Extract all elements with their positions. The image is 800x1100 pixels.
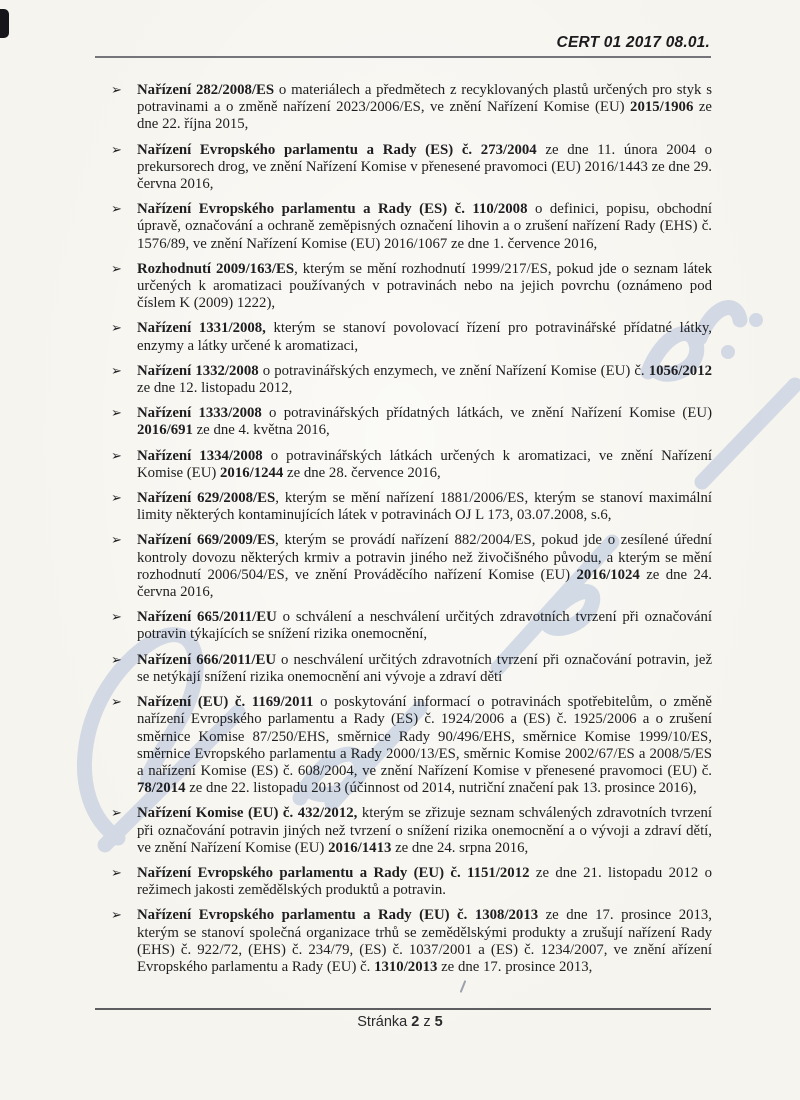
- page-number-total: 5: [434, 1014, 443, 1030]
- bullet-arrow-icon: ➢: [111, 908, 122, 924]
- item-text: Nařízení Evropského parlamentu a Rady (EU) č. 1151/2012 ze dne 21. listopadu 2012 o režimech jakosti zemědělských produktů a potravin.: [137, 864, 713, 899]
- bullet-arrow-icon: ➢: [111, 865, 122, 881]
- list-item: [95, 448, 712, 482]
- item-text: Nařízení 1333/2008 o potravinářských přídatných látkách, ve znění Nařízení Komise (EU) 2016/691 ze dne 4. května 2016,: [137, 405, 712, 439]
- list-item: [95, 907, 712, 976]
- list-item: [95, 142, 712, 194]
- item-text: Rozhodnutí 2009/163/ES, kterým se mění rozhodnutí 1999/217/ES, pokud jde o seznam látek určených k aromatizaci používaných v potravinách nebo na jejich povrchu (oznámeno pod číslem K (2009) 1222),: [137, 260, 712, 312]
- bullet-arrow-icon: ➢: [111, 806, 122, 822]
- bullet-arrow-icon: ➢: [111, 83, 122, 98]
- bullet-arrow-icon: ➢: [111, 491, 122, 507]
- page-number: [0, 1014, 800, 1030]
- bullet-arrow-icon: ➢: [111, 652, 122, 668]
- item-text: Nařízení 629/2008/ES, kterým se mění nařízení 1881/2006/ES, kterým se stanoví maximální limity některých kontaminujících látek v potravinách OJ L 173, 03.07.2008, s.6,: [137, 490, 712, 524]
- list-item: [95, 363, 712, 397]
- footer-divider: [95, 1008, 711, 1010]
- bullet-arrow-icon: ➢: [111, 406, 122, 422]
- list-item: [95, 261, 712, 313]
- regulation-list: [95, 82, 712, 984]
- item-text: Nařízení Komise (EU) č. 432/2012, kterým se zřizuje seznam schválených zdravotních tvrzení při označování potravin jiných než tvrzení o snížení rizika onemocnění a o vývoji a zdraví dětí, ve znění Nařízení Komise (EU) 2016/1413 ze dne 24. srpna 2016,: [137, 805, 713, 856]
- list-item: [95, 82, 712, 134]
- item-text: Nařízení Evropského parlamentu a Rady (ES) č. 110/2008 o definici, popisu, obchodní úpravě, označování a ochraně zeměpisných označení lihovin a o zrušení nařízení Rady (EHS) č. 1576/89, ve znění Nařízení Komise (EU) 2016/1067 ze dne 1. července 2016,: [137, 201, 712, 252]
- bullet-arrow-icon: ➢: [111, 202, 122, 218]
- item-text: Nařízení 282/2008/ES o materiálech a předmětech z recyklovaných plastů určených pro styk s potravinami a o změně nařízení 2023/2006/ES, ve znění Nařízení Komise (EU) 2015/1906 ze dne 22. října 2015,: [137, 82, 712, 133]
- list-item: [95, 805, 712, 857]
- page-number-prefix: Stránka: [357, 1014, 408, 1030]
- bullet-arrow-icon: ➢: [111, 363, 122, 379]
- page-number-of-word: z: [423, 1014, 431, 1030]
- bullet-arrow-icon: ➢: [111, 533, 122, 549]
- item-text: Nařízení 1334/2008 o potravinářských látkách určených k aromatizaci, ve znění Nařízení Komise (EU) 2016/1244 ze dne 28. července 2016,: [137, 447, 712, 481]
- item-text: Nařízení 1331/2008, kterým se stanoví povolovací řízení pro potravinářské přídatné látky, enzymy a látky určené k aromatizaci,: [137, 320, 713, 354]
- document-code: CERT 01 2017 08.01.: [556, 34, 710, 51]
- item-text: Nařízení 669/2009/ES, kterým se provádí nařízení 882/2004/ES, pokud jde o zesílené úřední kontroly dovozu některých krmiv a potravin jiného než živočišného původu, a kterým se mění rozhodnutí 2006/504/ES, ve znění Prováděcího nařízení Komise (EU) 2016/1024 ze dne 24. června 2016,: [137, 532, 712, 601]
- item-text: Nařízení 666/2011/EU o neschválení určitých zdravotních tvrzení při označování potravin, jež se netýkají snížení rizika onemocnění ani vývoje a zdraví dětí: [137, 651, 713, 685]
- bullet-arrow-icon: ➢: [111, 448, 122, 464]
- item-text: Nařízení Evropského parlamentu a Rady (ES) č. 273/2004 ze dne 11. února 2004 o prekursorech drog, ve znění Nařízení Komise v přenesené pravomoci (EU) 2016/1443 ze dne 29. června 2016,: [137, 141, 712, 193]
- list-item: [95, 320, 712, 354]
- bullet-arrow-icon: ➢: [111, 610, 122, 626]
- item-text: Nařízení Evropského parlamentu a Rady (EU) č. 1308/2013 ze dne 17. prosince 2013, kterým se stanoví společná organizace trhů se zemědělskými produkty a zrušují nařízení Rady (EHS) č. 922/72, (EHS) č. 234/79, (ES) č. 1037/2001 a (ES) č. 1234/2007, ve znění ařízení Evropského parlamentu a Rady (EU) č. 1310/2013 ze dne 17. prosince 2013,: [137, 907, 712, 975]
- list-item: [95, 865, 712, 899]
- list-item: [95, 201, 712, 253]
- list-item: [95, 694, 712, 797]
- bullet-arrow-icon: ➢: [111, 261, 122, 277]
- scan-artifact-mark: [0, 9, 9, 38]
- item-text: Nařízení (EU) č. 1169/2011 o poskytování informací o potravinách spotřebitelům, o změně nařízení Evropského parlamentu a Rady (ES) č. 1924/2006 a (ES) č. 1925/2006 a o zrušení směrnice Komise 87/250/EHS, směrnice Rady 90/496/EHS, směrnice Komise 1999/10/ES, směrnice Evropského parlamentu a Rady 2000/13/ES, směrnic Komise 2002/67/ES a 2008/5/ES a nařízení Komise (ES) č. 608/2004, ve znění Nařízení Komise v přenesené pravomoci (EU) č. 78/2014 ze dne 22. listopadu 2013 (účinnost od 2014, nutriční značení pak 13. prosince 2016),: [137, 694, 712, 797]
- bullet-arrow-icon: ➢: [111, 321, 122, 337]
- bullet-arrow-icon: ➢: [111, 695, 122, 711]
- list-item: [95, 490, 712, 524]
- list-item: [95, 532, 712, 601]
- header-divider: [95, 56, 711, 58]
- item-text: Nařízení 665/2011/EU o schválení a neschválení určitých zdravotních tvrzení při označování potravin týkajících se snížení rizika onemocnění,: [137, 609, 713, 643]
- page-number-current: 2: [411, 1014, 420, 1030]
- bullet-arrow-icon: ➢: [111, 142, 122, 158]
- item-text: Nařízení 1332/2008 o potravinářských enzymech, ve znění Nařízení Komise (EU) č. 1056/2012 ze dne 12. listopadu 2012,: [137, 362, 712, 397]
- list-item: [95, 609, 712, 643]
- list-item: [95, 652, 712, 686]
- list-item: [95, 405, 712, 439]
